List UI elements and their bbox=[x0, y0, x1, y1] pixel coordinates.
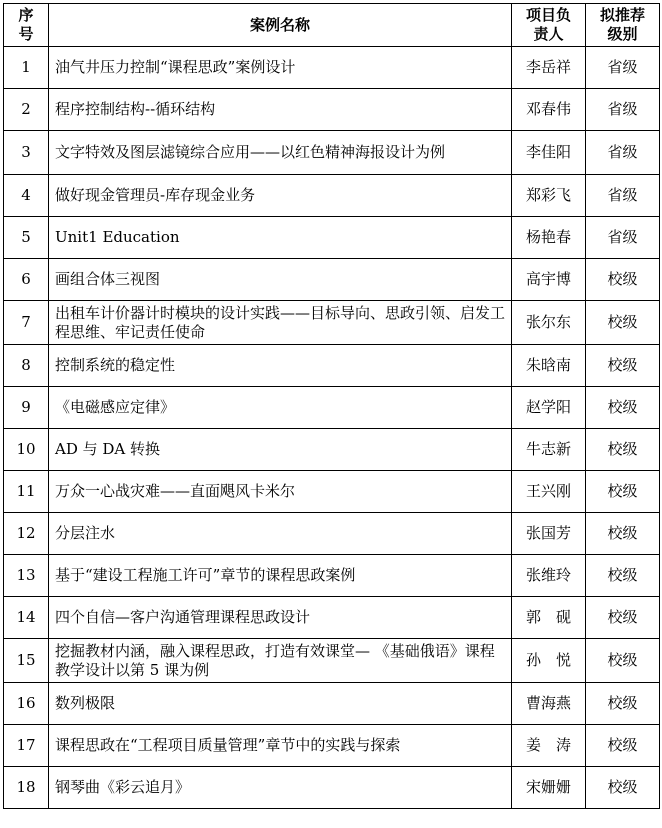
row-number: 3 bbox=[4, 131, 49, 175]
table-row bbox=[4, 555, 660, 597]
project-owner: 王兴刚 bbox=[512, 471, 586, 513]
table-row bbox=[4, 301, 660, 345]
row-number: 2 bbox=[4, 89, 49, 131]
project-owner: 孙 悦 bbox=[512, 639, 586, 683]
recommend-level: 省级 bbox=[586, 217, 660, 259]
case-table bbox=[3, 3, 660, 809]
case-name: 出租车计价器计时模块的设计实践——目标导向、思政引领、启发工程思维、牢记责任使命 bbox=[49, 301, 512, 345]
row-number: 6 bbox=[4, 259, 49, 301]
table-row bbox=[4, 345, 660, 387]
case-name: 分层注水 bbox=[49, 513, 512, 555]
case-name: 做好现金管理员-库存现金业务 bbox=[49, 175, 512, 217]
row-number: 7 bbox=[4, 301, 49, 345]
recommend-level: 校级 bbox=[586, 471, 660, 513]
recommend-level: 校级 bbox=[586, 725, 660, 767]
table-row bbox=[4, 767, 660, 809]
project-owner: 张维玲 bbox=[512, 555, 586, 597]
header-row bbox=[4, 4, 660, 47]
case-name: 程序控制结构--循环结构 bbox=[49, 89, 512, 131]
project-owner: 郭 砚 bbox=[512, 597, 586, 639]
recommend-level: 省级 bbox=[586, 47, 660, 89]
row-number: 18 bbox=[4, 767, 49, 809]
table-row bbox=[4, 725, 660, 767]
recommend-level: 校级 bbox=[586, 259, 660, 301]
recommend-level: 校级 bbox=[586, 597, 660, 639]
row-number: 17 bbox=[4, 725, 49, 767]
project-owner: 宋姗姗 bbox=[512, 767, 586, 809]
row-number: 5 bbox=[4, 217, 49, 259]
row-number: 10 bbox=[4, 429, 49, 471]
row-number: 16 bbox=[4, 683, 49, 725]
recommend-level: 校级 bbox=[586, 345, 660, 387]
table-row bbox=[4, 387, 660, 429]
project-owner: 张尔东 bbox=[512, 301, 586, 345]
project-owner: 赵学阳 bbox=[512, 387, 586, 429]
row-number: 1 bbox=[4, 47, 49, 89]
recommend-level: 校级 bbox=[586, 387, 660, 429]
case-name: 挖掘教材内涵，融入课程思政，打造有效课堂— 《基础俄语》课程教学设计以第 5 课为例 bbox=[49, 639, 512, 683]
project-owner: 牛志新 bbox=[512, 429, 586, 471]
row-number: 8 bbox=[4, 345, 49, 387]
row-number: 9 bbox=[4, 387, 49, 429]
recommend-level: 校级 bbox=[586, 639, 660, 683]
case-name: 四个自信—客户沟通管理课程思政设计 bbox=[49, 597, 512, 639]
header-owner: 项目负责人 bbox=[512, 4, 586, 47]
recommend-level: 校级 bbox=[586, 513, 660, 555]
table-row bbox=[4, 683, 660, 725]
table-row bbox=[4, 513, 660, 555]
project-owner: 李岳祥 bbox=[512, 47, 586, 89]
table-row bbox=[4, 639, 660, 683]
case-name: 控制系统的稳定性 bbox=[49, 345, 512, 387]
project-owner: 高宇博 bbox=[512, 259, 586, 301]
table-row bbox=[4, 217, 660, 259]
project-owner: 郑彩飞 bbox=[512, 175, 586, 217]
project-owner: 张国芳 bbox=[512, 513, 586, 555]
recommend-level: 校级 bbox=[586, 301, 660, 345]
case-name: 基于“建设工程施工许可”章节的课程思政案例 bbox=[49, 555, 512, 597]
table-row bbox=[4, 89, 660, 131]
header-no: 序号 bbox=[4, 4, 49, 47]
row-number: 11 bbox=[4, 471, 49, 513]
case-name: 油气井压力控制“课程思政”案例设计 bbox=[49, 47, 512, 89]
project-owner: 杨艳春 bbox=[512, 217, 586, 259]
project-owner: 曹海燕 bbox=[512, 683, 586, 725]
recommend-level: 省级 bbox=[586, 175, 660, 217]
table-row bbox=[4, 175, 660, 217]
row-number: 12 bbox=[4, 513, 49, 555]
table-row bbox=[4, 259, 660, 301]
case-name: 钢琴曲《彩云追月》 bbox=[49, 767, 512, 809]
recommend-level: 省级 bbox=[586, 131, 660, 175]
project-owner: 邓春伟 bbox=[512, 89, 586, 131]
row-number: 13 bbox=[4, 555, 49, 597]
table-row bbox=[4, 47, 660, 89]
case-name: 文字特效及图层滤镜综合应用——以红色精神海报设计为例 bbox=[49, 131, 512, 175]
row-number: 15 bbox=[4, 639, 49, 683]
recommend-level: 校级 bbox=[586, 429, 660, 471]
table-body bbox=[4, 47, 660, 809]
header-name: 案例名称 bbox=[49, 4, 512, 47]
case-name: Unit1 Education bbox=[49, 217, 512, 259]
project-owner: 姜 涛 bbox=[512, 725, 586, 767]
case-name: 万众一心战灾难——直面飓风卡米尔 bbox=[49, 471, 512, 513]
recommend-level: 校级 bbox=[586, 555, 660, 597]
recommend-level: 校级 bbox=[586, 767, 660, 809]
case-name: 《电磁感应定律》 bbox=[49, 387, 512, 429]
project-owner: 朱晗南 bbox=[512, 345, 586, 387]
row-number: 4 bbox=[4, 175, 49, 217]
header-level: 拟推荐级别 bbox=[586, 4, 660, 47]
recommend-level: 省级 bbox=[586, 89, 660, 131]
table-row bbox=[4, 471, 660, 513]
recommend-level: 校级 bbox=[586, 683, 660, 725]
project-owner: 李佳阳 bbox=[512, 131, 586, 175]
row-number: 14 bbox=[4, 597, 49, 639]
table-row bbox=[4, 597, 660, 639]
case-name: 画组合体三视图 bbox=[49, 259, 512, 301]
case-name: 数列极限 bbox=[49, 683, 512, 725]
table-row bbox=[4, 429, 660, 471]
case-name: AD 与 DA 转换 bbox=[49, 429, 512, 471]
case-name: 课程思政在“工程项目质量管理”章节中的实践与探索 bbox=[49, 725, 512, 767]
table-row bbox=[4, 131, 660, 175]
